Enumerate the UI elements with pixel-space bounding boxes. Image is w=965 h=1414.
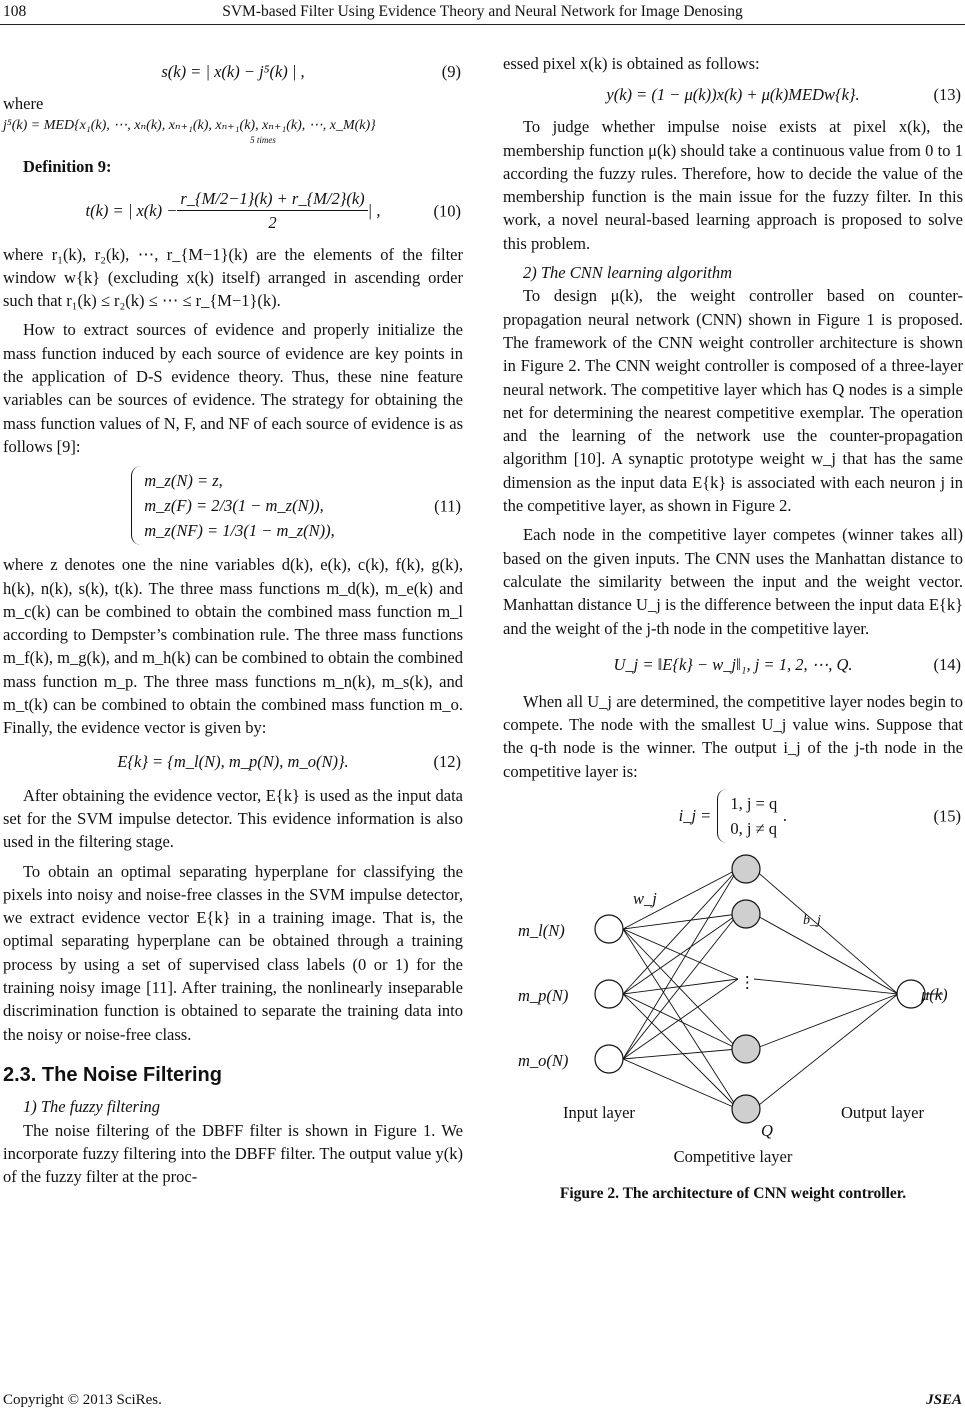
right-column bbox=[503, 52, 963, 1206]
output-layer-label: Output layer bbox=[841, 1103, 924, 1123]
competitive-node bbox=[732, 1095, 760, 1123]
equation-number: (15) bbox=[933, 806, 961, 826]
connection-lines bbox=[623, 869, 943, 1109]
copyright: Copyright © 2013 SciRes. bbox=[3, 1392, 162, 1408]
page-header bbox=[0, 0, 965, 24]
equation-number: (11) bbox=[434, 496, 461, 516]
equation-15: i_j = 1, j = q 0, j ≠ q . (15) bbox=[503, 789, 963, 843]
equation-9: s(k) = | x(k) − j⁵(k) | , (9) bbox=[3, 52, 463, 92]
paragraph-each: Each node in the competitive layer competes (winner takes all) based on the given inputs. The CNN uses the Manhattan distance to calculate the similarity between the input and the weight vector. Manhattan distance U_j is the difference between the input data E{k} and the weight of the j-th node in the competitive layer. bbox=[503, 525, 963, 638]
paragraph-where-r: where r₁(k), r₂(k), ⋯, r_{M−1}(k) are the elements of the filter window w{k} (excluding x(k) itself) arranged in ascending order such that r₁(k) ≤ r₂(k) ≤ ⋯ ≤ r_{M−1}(k). bbox=[3, 244, 463, 311]
equation-number: (10) bbox=[433, 200, 461, 220]
input-layer-label: Input layer bbox=[563, 1103, 635, 1123]
definition-label: Definition 9: bbox=[23, 157, 112, 177]
input-nodes bbox=[595, 915, 623, 1073]
paragraph-judge: To judge whether impulse noise exists at pixel x(k), the membership function μ(k) should take a continuous value from 0 to 1 according the fuzzy rules. Therefore, how to decide the value of the membership function is the main issue for the fuzzy filter. In this work, a novel neural-based learning approach is proposed to solve this problem. bbox=[503, 117, 963, 253]
input-label-mp: m_p(N) bbox=[518, 986, 569, 1006]
ellipsis-dots: ⋮ bbox=[739, 973, 756, 993]
figure-caption: Figure 2. The architecture of CNN weight controller. bbox=[559, 1185, 907, 1203]
equation-14: U_j = ‖E{k} − w_j‖₁, j = 1, 2, ⋯, Q. (14) bbox=[503, 640, 963, 690]
weight-label: w_j bbox=[633, 889, 657, 909]
input-node bbox=[595, 980, 623, 1008]
paragraph-when: When all U_j are determined, the competitive layer nodes begin to compete. The node with the smallest U_j value wins. Suppose that the q-th node is the winner. The output i_j of the j-th node in the competitive layer is: bbox=[503, 691, 963, 781]
equation-number: (13) bbox=[933, 85, 961, 105]
equation-number: (14) bbox=[933, 654, 961, 674]
competitive-node bbox=[732, 1035, 760, 1063]
paragraph-essed: essed pixel x(k) is obtained as follows: bbox=[503, 54, 760, 73]
competitive-node bbox=[732, 855, 760, 883]
input-label-mo: m_o(N) bbox=[518, 1051, 569, 1071]
paragraph-after: After obtaining the evidence vector, E{k} is used as the input data set for the SVM impulse detector. This evidence information is also used in the filtering stage. bbox=[3, 785, 463, 852]
paragraph-how: How to extract sources of evidence and properly initialize the mass function induced by each source of evidence are key points in the application of D-S evidence theory. Thus, these nine feature variables can be sources of evidence. The strategy for obtaining the mass function values of N, F, and NF of each source of evidence is as follows [9]: bbox=[3, 320, 463, 456]
competitive-layer-label: Competitive layer bbox=[673, 1147, 793, 1167]
equation-number: (12) bbox=[433, 751, 461, 771]
q-label: Q bbox=[761, 1121, 773, 1141]
equation-12: E{k} = {m_l(N), m_p(N), m_o(N)}. (12) bbox=[3, 740, 463, 784]
equation-number: (9) bbox=[441, 62, 461, 81]
input-node bbox=[595, 1045, 623, 1073]
header-rule bbox=[0, 24, 965, 25]
figure-2 bbox=[503, 849, 963, 1149]
competitive-node bbox=[732, 900, 760, 928]
paragraph-where-z: where z denotes one the nine variables d(k), e(k), c(k), f(k), g(k), h(k), n(k), s(k), t(k). The three mass functions m_d(k), m_e(k) and m_c(k) can be combined to obtain the combined mass function m_l according to Dempster’s combination rule. The three mass functions m_f(k), m_g(k), and m_h(k) can be combined to obtain the combined mass function m_p. The three mass functions m_n(k), m_s(k), and m_t(k) can be combined to obtain the combined mass function m_o. Finally, the evidence vector is given by: bbox=[3, 555, 463, 738]
output-label: μ(k) bbox=[921, 985, 948, 1005]
journal-abbrev: JSEA bbox=[926, 1392, 962, 1408]
equation-11: m_z(N) = z, m_z(F) = 2/3(1 − m_z(N)), m_z(NF) = 1/3(1 − m_z(N)), (11) bbox=[3, 466, 463, 545]
paragraph-to-obtain: To obtain an optimal separating hyperplane for classifying the pixels into noisy and noise-free classes in the SVM impulse detector, we extract evidence vector E{k} in a training image. That is, the optimal separating hyperplane can be obtained through a training process by using a set of supervised class labels (0 or 1) for the training noisy image [11]. After training, the nonlinearly inseparable discrimination function is obtained to separate the training data into the noisy or noise-free class. bbox=[3, 861, 463, 1044]
equation-9-definition: j⁵(k) = MED{x₁(k), ⋯, xₙ(k), xₙ₊₁(k), xₙ₊₁(k), xₙ₊₁(k), ⋯, x_M(k)} 5 times bbox=[3, 117, 463, 145]
where-label: where bbox=[3, 94, 44, 113]
page-number: 108 bbox=[3, 3, 27, 20]
underbrace-note: 5 times bbox=[250, 135, 276, 146]
input-label-ml: m_l(N) bbox=[518, 921, 565, 941]
subsection-fuzzy: 1) The fuzzy filtering bbox=[23, 1097, 161, 1117]
paragraph-design: To design μ(k), the weight controller based on counter-propagation neural network (CNN) shown in Figure 1 is proposed. The framework of the CNN weight controller architecture is shown in Figure 2. The CNN weight controller is composed of a three-layer neural network. The competitive layer which has Q nodes is a simple net for determining the nearest competitive exemplar. The operation and the learning of the network use the counter-propagation algorithm [10]. A synaptic prototype weight w_j that has the same dimension as the input data E{k} is associated with each neuron j in the competitive layer, as shown in Figure 2. bbox=[503, 286, 963, 516]
equation-10-fraction: $\frac{r\_\{M/2-1\}(k) + r\_\{M/2\}(k)}{2}$ bbox=[177, 187, 367, 235]
section-heading: 2.3. The Noise Filtering bbox=[3, 1063, 222, 1086]
running-title: SVM-based Filter Using Evidence Theory and Neural Network for Image Denosing bbox=[222, 3, 743, 20]
input-node bbox=[595, 915, 623, 943]
equation-10: t(k) = | x(k) − $\frac{r\_\{M/2-1\}(k) + r\_\{M/2\}(k)}{2}$ | , (10) bbox=[3, 179, 463, 243]
equation-13: y(k) = (1 − μ(k))x(k) + μ(k)MEDw{k}. (13) bbox=[503, 75, 963, 115]
left-column bbox=[3, 52, 463, 1188]
subsection-cnn: 2) The CNN learning algorithm bbox=[523, 263, 733, 283]
bias-label: b_j bbox=[803, 913, 821, 929]
paragraph-noise: The noise filtering of the DBFF filter is shown in Figure 1. We incorporate fuzzy filtering into the DBFF filter. The output value y(k) of the fuzzy filter at the proc- bbox=[3, 1120, 463, 1187]
